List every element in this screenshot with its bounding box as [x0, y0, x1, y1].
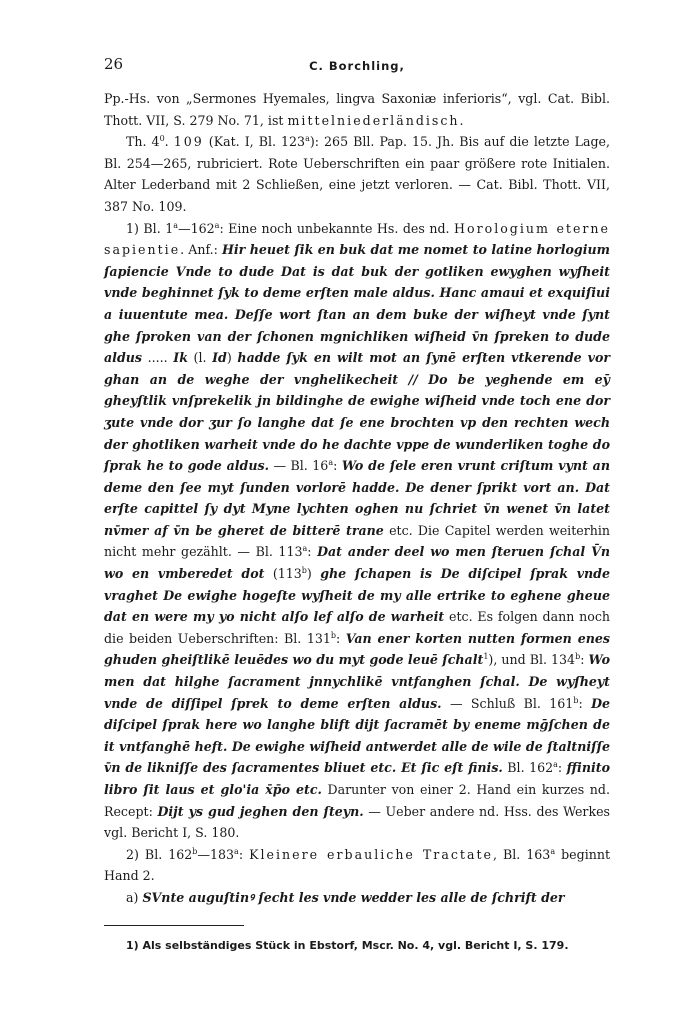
paragraph-p2	[104, 218, 610, 844]
text-segment: 109	[173, 134, 204, 150]
text-segment: a	[550, 846, 556, 856]
text-segment: —183	[197, 846, 235, 862]
text-segment: Bl. 162	[502, 760, 554, 776]
text-segment: b	[330, 630, 336, 640]
text-segment: Horologium eterne sapientie	[104, 220, 610, 258]
text-segment: Dat ander deel wo men ſteruen ſchal V̄n wo en vmberedet dot	[104, 544, 611, 582]
text-segment: 0	[159, 134, 165, 143]
text-segment: a	[234, 846, 239, 856]
text-segment: — Ueber andere nd. Hss. des Werkes vgl. Bericht I, S. 180.	[104, 803, 611, 841]
text-segment: Darunter von einer 2. Hand ein kurzes nd. Recept:	[104, 782, 610, 819]
text-segment: 1	[483, 652, 489, 662]
text-segment: SVnte auguſtinꝰ ſecht les vnde wedder les alle de ſchrift der	[142, 889, 565, 905]
text-segment: hadde ſyk en wilt mot an ſynē erſten vtkerende vor ghan an de weghe der vnghelikecheit // Do be yeghende em eȳ gheyſtlik vnſprekelik jn bildinghe de ewighe wiſheid vnde toch ene dor ʒute vnde dor ʒur ſo langhe dat ſe ene brochten vp den rechten wech der ghotliken warheit vnde do he dachte vppe de wunderliken toghe do ſprak he to gode aldus.	[104, 350, 611, 474]
text-segment: beginnt Hand 2.	[104, 846, 611, 884]
text-segment: )	[226, 350, 238, 366]
text-segment: .....	[142, 350, 174, 366]
page	[104, 54, 610, 954]
text-segment: . Anf.:	[180, 242, 222, 258]
text-segment: — Bl. 16	[268, 458, 329, 474]
page-number: 26	[104, 55, 124, 73]
text-segment: :	[335, 630, 346, 646]
text-segment: a	[302, 544, 308, 554]
text-segment: (Kat. I, Bl. 123	[203, 134, 306, 150]
footnote: 1) Als selbständiges Stück in Ebstorf, Mscr. No. 4, vgl. Bericht I, S. 179.	[126, 938, 569, 952]
text-segment: ghe ſchapen is De diſcipel ſprak vnde vraghet De ewighe hogeſte wyſheit de my alle ertrike to eghene gheue dat en were my yo nicht alſo lef alſo de warheit	[104, 566, 610, 625]
text-segment: b	[192, 846, 198, 856]
text-segment: ffinito libro ſit laus et glo'ia x̄p̄o etc.	[104, 760, 610, 797]
page-header	[104, 54, 610, 76]
paragraph-p3	[104, 844, 610, 887]
text-segment: a	[214, 220, 220, 230]
text-segment: Van ener korten nutten formen enes ghuden gheiſtlikē leuēdes wo du myt gode leuē ſchalt	[104, 630, 610, 668]
footnote-rule	[104, 925, 244, 926]
text-segment: Kleinere erbauliche Tractate	[249, 846, 493, 862]
text-segment: — Schluß Bl. 161	[441, 695, 574, 711]
paragraph-p4	[104, 887, 610, 909]
text-segment: a	[328, 457, 334, 467]
text-segment: (113	[264, 566, 302, 582]
text-segment: De diſcipel ſprak here wo langhe blift dijt ſacramēt by eneme mḡſchen de it vntfanghē heft. De ewighe wiſheid antwerdet alle de wile de ſtaltniſſe v̄n de likniſſe des ſacramentes bliuet etc. Et ſic eſt finis.	[104, 695, 610, 776]
text-segment: mittelniederländisch.	[287, 112, 466, 128]
text-segment: Wo men dat hilghe ſacrament jnnychlikē vntfanghen ſchal. De wyſheyt vnde de diſſipel ſprek to deme erſten aldus.	[104, 652, 611, 711]
text-segment: )	[306, 566, 321, 582]
text-segment: Pp.-Hs. von „Sermones Hyemales, lingva Saxoniæ inferioris“, vgl. Cat. Bibl. Thott. VII, S. 279 No. 71, ist	[104, 91, 610, 128]
paragraph-p1	[104, 131, 610, 217]
text-segment: :	[578, 695, 592, 711]
paragraph-p0	[104, 88, 610, 131]
text-segment: :	[580, 652, 589, 668]
text-segment: Wo de ſele eren vrunt criſtum vynt an deme den ſee myt ſunden vorlorē hadde. De dener ſprikt vort an. Dat erſte capittel ſy dyt Myne lychten oghen nu ſchriet v̄n wenet v̄n latet nv̄mer af v̄n be gheret de bitterē trane	[104, 458, 610, 538]
text-segment: a)	[126, 889, 143, 905]
text-segment: ): 265 Bll. Pap. 15. Jh. Bis auf die letzte Lage, Bl. 254—265, rubriciert. Rote Ueberschriften ein paar größere rote Initialen. Alter Lederband mit 2 Schließen, eine jetzt verloren. — Cat. Bibl. Thott. VII, 387 No. 109.	[104, 134, 611, 214]
text-segment: b	[301, 565, 307, 575]
text-segment: :	[557, 760, 567, 776]
text-segment: etc. Die Capitel werden weiterhin nicht mehr gezählt. — Bl. 113	[104, 522, 610, 560]
text-segment: Th. 4	[126, 134, 160, 150]
text-segment: :	[333, 458, 342, 474]
text-segment: a	[553, 760, 558, 770]
text-segment: : Eine noch unbekannte Hs. des nd.	[219, 220, 455, 236]
text-segment: etc. Es folgen dann noch die beiden Ueberschriften: Bl. 131	[104, 609, 610, 646]
text-segment: Ik	[173, 350, 188, 366]
text-segment: .	[164, 134, 174, 150]
text-segment: b	[573, 695, 579, 705]
text-segment: a	[173, 220, 179, 230]
text-segment: —162	[178, 220, 215, 236]
text-segment: Hir heuet ſik en buk dat me nomet to latine horlogium ſapiencie Vnde to dude Dat is dat buk der gotliken ewyghen wyſheit vnde beghinnet ſyk to deme erſten male aldus. Hanc amaui et exquiſiui a iuuentute mea. Deſſe wort ſtan an dem buke der wiſheyt vnde ſynt ghe ſproken van der ſchonen mgnichliken wiſheid v̄n ſpreken to dude aldus	[104, 242, 610, 366]
text-segment: :	[238, 846, 250, 862]
body-text	[104, 88, 610, 909]
text-segment: 1) Bl. 1	[126, 220, 174, 236]
text-segment: b	[575, 652, 581, 662]
text-segment: ), und Bl. 134	[488, 652, 576, 668]
text-segment: Dijt ys gud jeghen den ſteyn.	[157, 803, 364, 819]
text-segment: (l.	[187, 350, 213, 366]
text-segment: a	[305, 134, 310, 143]
text-segment: Id	[212, 350, 227, 366]
text-segment: :	[307, 544, 318, 560]
running-title: C. Borchling,	[309, 59, 405, 73]
text-segment: , Bl. 163	[492, 846, 551, 862]
text-segment: 2) Bl. 162	[126, 846, 193, 862]
